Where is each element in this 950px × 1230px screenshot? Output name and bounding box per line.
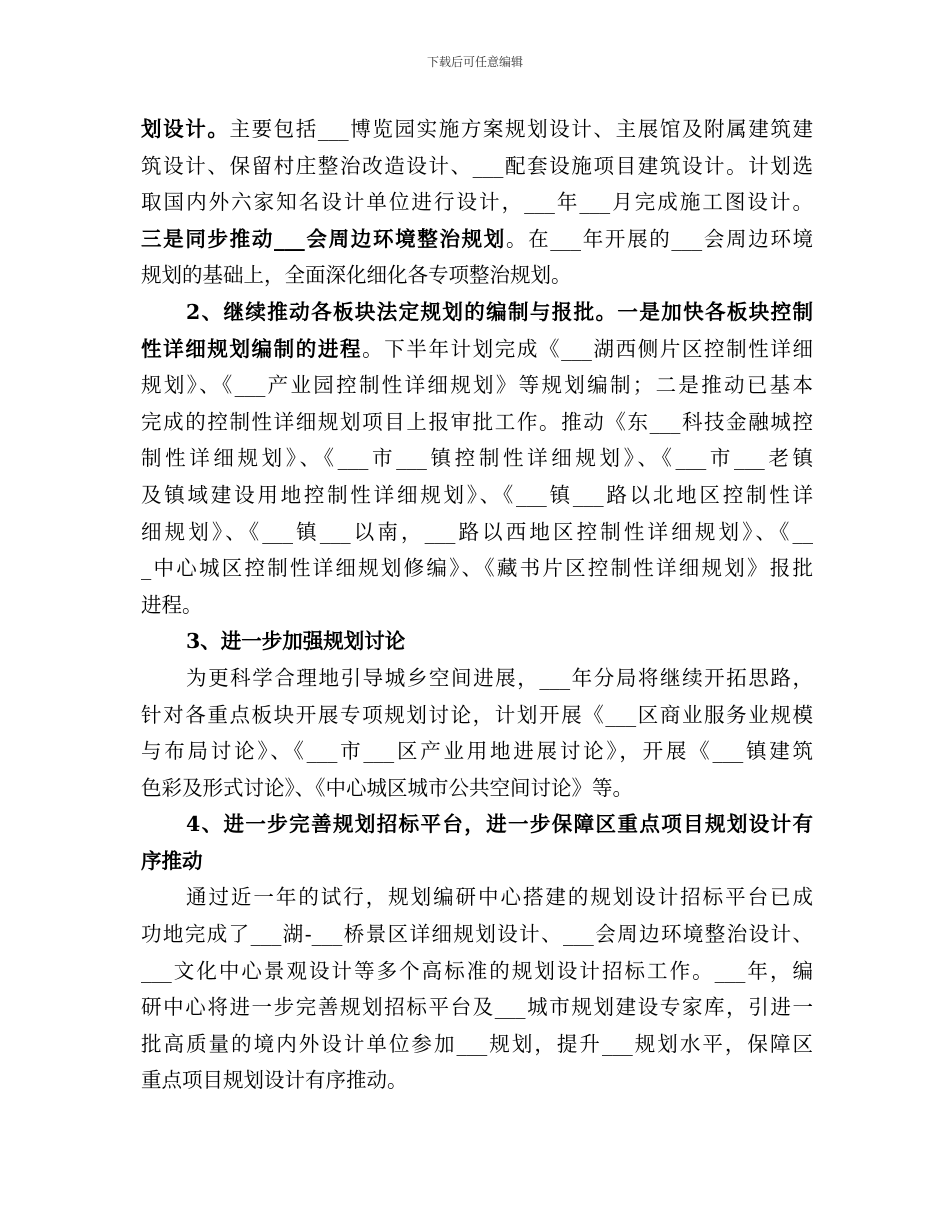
text-line: [141, 148, 813, 185]
text-line: [141, 1062, 813, 1099]
bold-text-segment: 性详细规划编制的进程: [141, 336, 363, 361]
bold-text-segment: 序推动: [141, 848, 203, 873]
text-line: [141, 221, 813, 258]
text-segment: 规划》、《___产业园控制性详细规划》等规划编制；二是推动已基本: [141, 373, 813, 398]
text-segment: ___文化中心景观设计等多个高标准的规划设计招标工作。___年，编: [141, 958, 813, 983]
text-segment: 制性详细规划》、《___市___镇控制性详细规划》、《___市___老镇: [141, 446, 813, 471]
document-body: [141, 111, 813, 1099]
bold-text-segment: 三是同步推动___会周边环境整治规划: [141, 226, 506, 251]
bold-text-segment: 4、进一步完善规划招标平台，进一步保障区重点项目规划设计有: [186, 812, 813, 837]
text-line: [141, 331, 813, 368]
text-segment: 。下半年计划完成《___湖西侧片区控制性详细: [362, 336, 813, 361]
text-segment: 通过近一年的试行，规划编研中心搭建的规划设计招标平台已成: [186, 885, 813, 910]
text-line: [141, 806, 813, 843]
text-segment: 及镇域建设用地控制性详细规划》、《___镇___路以北地区控制性详: [141, 482, 813, 507]
text-segment: 与布局讨论》、《___市___区产业用地进展讨论》，开展《___镇建筑: [141, 739, 813, 764]
text-line: [141, 843, 813, 880]
text-line: [141, 404, 813, 441]
text-line: [141, 916, 813, 953]
text-segment: 功地完成了___湖-___桥景区详细规划设计、___会周边环境整治设计、: [141, 922, 813, 947]
text-segment: 为更科学合理地引导城乡空间进展，___年分局将继续开拓思路，: [186, 665, 813, 690]
text-line: [141, 1026, 813, 1063]
text-line: [141, 697, 813, 734]
text-segment: 。在___年开展的___会周边环境: [505, 226, 813, 251]
text-segment: 进程。: [141, 592, 203, 617]
text-line: [141, 660, 813, 697]
text-line: [141, 550, 813, 587]
bold-text-segment: 2、继续推动各板块法定规划的编制与报批。一是加快各板块控制: [186, 299, 813, 324]
text-line: [141, 623, 813, 660]
text-line: [141, 440, 813, 477]
text-line: [141, 111, 813, 148]
text-segment: 筑设计、保留村庄整治改造设计、___配套设施项目建筑设计。计划选: [141, 153, 813, 178]
text-segment: 研中心将进一步完善规划招标平台及___城市规划建设专家库，引进一: [141, 995, 813, 1020]
text-line: [141, 770, 813, 807]
text-segment: 针对各重点板块开展专项规划讨论，计划开展《___区商业服务业规模: [141, 702, 813, 727]
text-line: [141, 989, 813, 1026]
text-segment: 色彩及形式讨论》、《中心城区城市公共空间讨论》等。: [141, 775, 633, 800]
text-line: [141, 294, 813, 331]
text-line: [141, 733, 813, 770]
text-line: [141, 367, 813, 404]
text-line: [141, 257, 813, 294]
text-line: [141, 953, 813, 990]
text-line: [141, 477, 813, 514]
text-line: [141, 879, 813, 916]
bold-text-segment: 3、进一步加强规划讨论: [186, 629, 406, 654]
text-line: [141, 184, 813, 221]
text-line: [141, 514, 813, 551]
text-segment: 完成的控制性详细规划项目上报审批工作。推动《东___科技金融城控: [141, 409, 813, 434]
text-segment: 细规划》、《___镇___以南，___路以西地区控制性详细规划》、《__: [141, 519, 813, 544]
text-segment: 重点项目规划设计有序推动。: [141, 1068, 408, 1093]
text-segment: 批高质量的境内外设计单位参加___规划，提升___规划水平，保障区: [141, 1031, 813, 1056]
text-segment: _中心城区控制性详细规划修编》、《藏书片区控制性详细规划》报批: [141, 556, 813, 581]
text-segment: 规划的基础上，全面深化细化各专项整治规划。: [141, 263, 572, 288]
text-segment: 取国内外六家知名设计单位进行设计，___年___月完成施工图设计。: [141, 190, 813, 215]
bold-text-segment: 划设计。: [141, 117, 230, 141]
text-segment: 主要包括___博览园实施方案规划设计、主展馆及附属建筑建: [229, 117, 813, 141]
text-line: [141, 587, 813, 624]
page-header: 下载后可任意编辑: [426, 55, 523, 69]
